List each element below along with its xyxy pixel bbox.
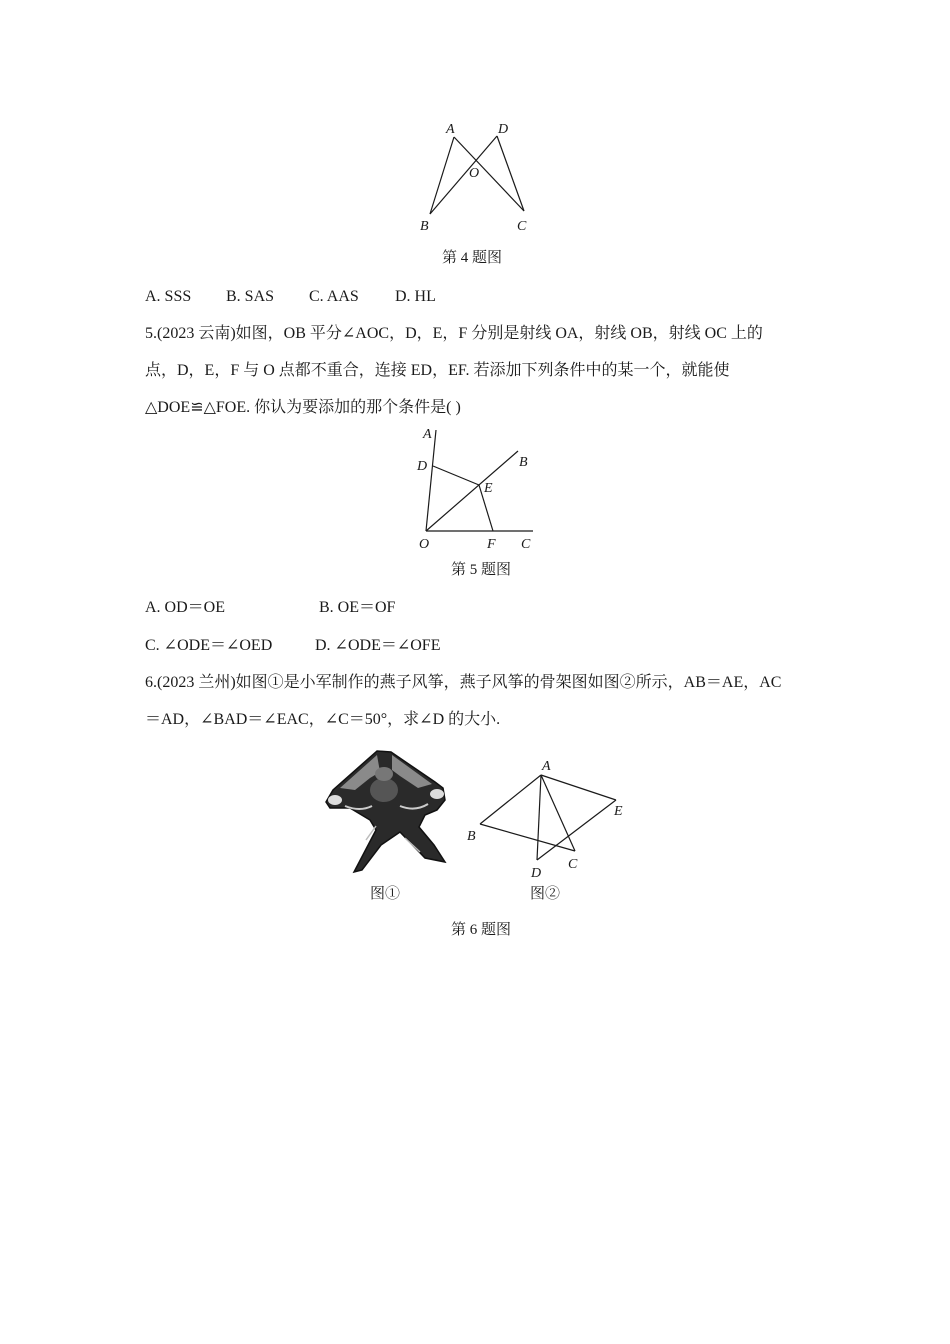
figure-6-diagram-2 bbox=[480, 775, 616, 860]
label-e: E bbox=[614, 804, 623, 819]
label-o: O bbox=[419, 537, 430, 552]
label-a: A bbox=[446, 122, 455, 137]
label-a: A bbox=[423, 427, 432, 442]
figure-4-caption: 第 4 题图 bbox=[442, 250, 503, 266]
label-b: B bbox=[467, 829, 476, 844]
q6-source: (2023 兰州) bbox=[157, 674, 236, 691]
q5-text-1: 如图，OB 平分∠AOC，D，E，F 分别是射线 OA，射线 OB，射线 OC 上的 bbox=[235, 325, 763, 342]
q5-line-2: 点，D，E，F 与 O 点都不重合，连接 ED，EF. 若添加下列条件中的某一个，就能使 bbox=[145, 362, 730, 379]
label-a: A bbox=[542, 759, 551, 774]
swallow-kite-image bbox=[326, 751, 445, 872]
q4-option-d: D. HL bbox=[395, 288, 436, 305]
q5-option-a: A. OD＝OE bbox=[145, 599, 225, 616]
label-d: D bbox=[531, 866, 542, 881]
q5-source: (2023 云南) bbox=[157, 325, 236, 342]
label-c: C bbox=[568, 857, 578, 872]
q5-option-c: C. ∠ODE＝∠OED bbox=[145, 637, 273, 654]
label-c: C bbox=[521, 537, 531, 552]
figure-5-caption: 第 5 题图 bbox=[451, 562, 512, 578]
q4-option-c: C. AAS bbox=[309, 288, 359, 305]
label-c: C bbox=[517, 219, 527, 234]
q5-option-b: B. OE＝OF bbox=[319, 599, 396, 616]
q4-option-b: B. SAS bbox=[226, 288, 275, 305]
figure-6-sub2-caption: 图② bbox=[530, 886, 561, 902]
q5-line-3: △DOE≌△FOE. 你认为要添加的那个条件是( ) bbox=[145, 399, 461, 416]
q6-line-2: ＝AD，∠BAD＝∠EAC，∠C＝50°，求∠D 的大小. bbox=[145, 711, 501, 728]
label-b: B bbox=[519, 455, 528, 470]
q6-text-1: 如图①是小军制作的燕子风筝，燕子风筝的骨架图如图②所示，AB＝AE，AC bbox=[235, 674, 782, 691]
label-d: D bbox=[417, 459, 428, 474]
label-e: E bbox=[484, 481, 493, 496]
label-o: O bbox=[469, 166, 480, 181]
figure-6-sub1-caption: 图① bbox=[370, 886, 401, 902]
q4-option-a: A. SSS bbox=[145, 288, 192, 305]
label-f: F bbox=[487, 537, 496, 552]
label-b: B bbox=[420, 219, 429, 234]
label-d: D bbox=[498, 122, 509, 137]
q5-option-d: D. ∠ODE＝∠OFE bbox=[315, 637, 441, 654]
q6-number: 6. bbox=[145, 674, 157, 691]
figure-6-caption: 第 6 题图 bbox=[451, 922, 512, 938]
q5-number: 5. bbox=[145, 325, 157, 342]
